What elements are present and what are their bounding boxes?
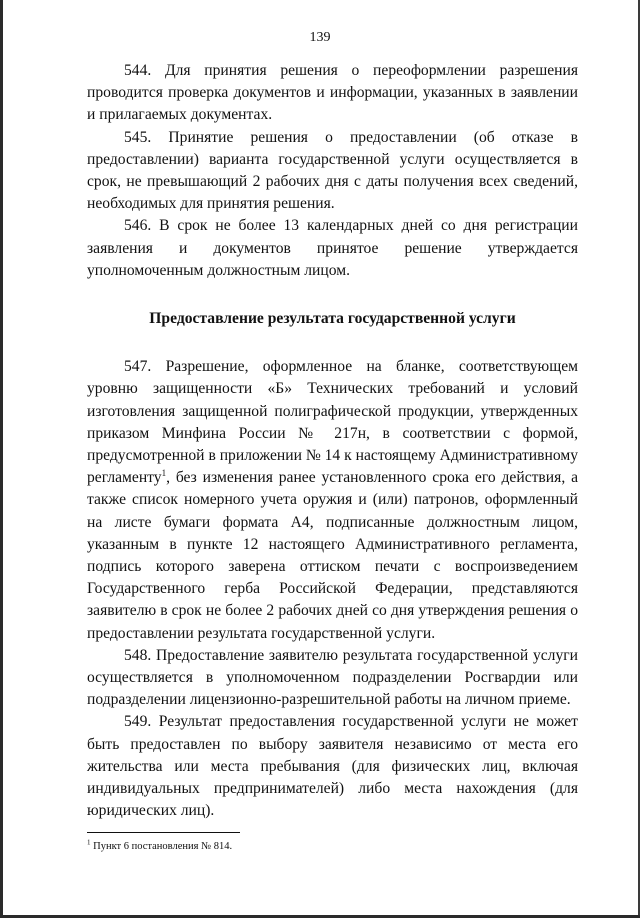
page-number: 139 [309,30,331,45]
paragraph-545: 545. Принятие решения о предоставлении (об отказе в предоставлении) варианта государственной услуги осуществляется в срок, не превышающий 2 рабочих дня с даты получения всех сведений, необходимых для принятия решения. [87,128,578,213]
footnote-text: Пункт 6 постановления № 814. [90,841,233,852]
paragraph-546: 546. В срок не более 13 календарных дней со дня регистрации заявления и документов принятое решение утверждается уполномоченным должностным лицом. [87,217,578,279]
paragraph-547-part2: , без изменения ранее установленного срока его действия, а также список номерного учета оружия и (или) патронов, оформленный на листе бумаги формата А4, подписанные должностным лицом, указанным в пункте 12 настоящего Административного регламента, подпись которого заверена оттиском печати с воспроизведением Государственного герба Российской Федерации, представляются заявителю в срок не более 2 рабочих дней со дня утверждения решения о предоставлении результата государственной услуги. [87,469,578,642]
paragraph-547-part1: 547. Разрешение, оформленное на бланке, соответствующем уровню защищенности «Б» Технических требований и условий изготовления защищенной полиграфической продукции, утвержденных приказом Минфина России № 217н, в соответствии с формой, предусмотренной в приложении № 14 к настоящему Административному регламенту [87,358,578,487]
footnote-marker: 1 [87,838,91,847]
paragraph-544: 544. Для принятия решения о переоформлении разрешения проводится проверка документов и информации, указанных в заявлении и прилагаемых документах. [87,62,578,124]
paragraph-547 [87,356,578,645]
document-body [87,60,578,823]
footnote-reference: 1 [161,468,167,479]
paragraph-548: 548. Предоставление заявителю результата государственной услуги осуществляется в уполномоченном подразделении Росгвардии или подразделении лицензионно-разрешительной работы на личном приеме. [87,646,578,709]
footnote-separator [87,832,240,833]
footnote [87,840,232,853]
section-heading: Предоставление результата государственной услуги [149,310,516,328]
scan-edge-left [0,0,3,918]
paragraph-549: 549. Результат предоставления государственной услуги не может быть предоставлен по выбору заявителя независимо от места его жительства или места пребывания (для физических лиц, включая индивидуальных предпринимателей) либо места нахождения (для юридических лиц). [87,713,578,820]
